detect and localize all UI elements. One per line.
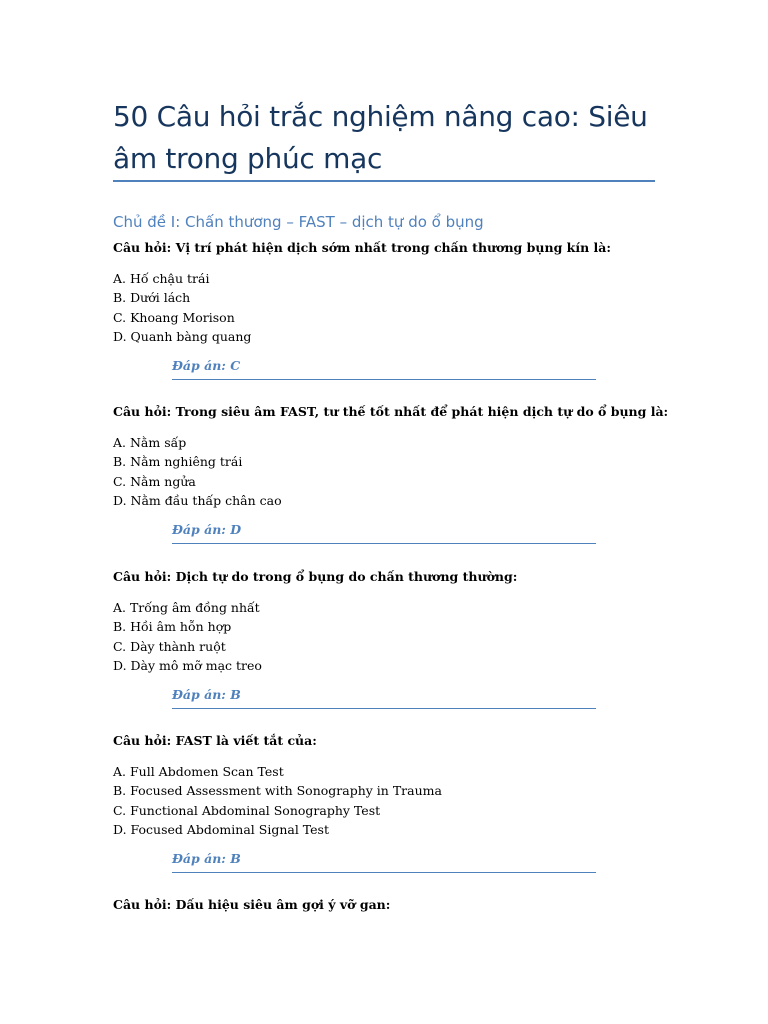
option-c: C. Dày thành ruột xyxy=(113,638,226,654)
option-d: D. Nằm đầu thấp chân cao xyxy=(113,492,282,508)
question-block-3 xyxy=(113,568,673,702)
option-list xyxy=(113,269,251,346)
option-b: B. Hồi âm hỗn hợp xyxy=(113,619,232,635)
option-a: A. Trống âm đồng nhất xyxy=(113,600,260,615)
question-text: Câu hỏi: FAST là viết tắt của: xyxy=(113,733,317,748)
question-block-2 xyxy=(113,403,673,537)
question-block-4 xyxy=(113,732,673,866)
document-title: 50 Câu hỏi trắc nghiệm nâng cao: Siêu âm trong phúc mạc xyxy=(113,100,648,175)
option-a: A. Hố chậu trái xyxy=(113,271,210,286)
answer-divider xyxy=(172,379,596,380)
question-text: Câu hỏi: Dịch tự do trong ổ bụng do chấn thương thường: xyxy=(113,569,518,584)
option-c: C. Functional Abdominal Sonography Test xyxy=(113,802,381,818)
option-list xyxy=(113,762,442,839)
question-text: Câu hỏi: Dấu hiệu siêu âm gợi ý vỡ gan: xyxy=(113,897,391,912)
question-block-1 xyxy=(113,239,673,373)
option-list xyxy=(113,598,262,675)
answer-divider xyxy=(172,543,596,544)
answer-label: Đáp án: B xyxy=(172,851,241,866)
option-c: C. Khoang Morison xyxy=(113,309,235,325)
answer-label: Đáp án: B xyxy=(172,687,241,702)
option-a: A. Nằm sấp xyxy=(113,435,187,450)
option-b: B. Focused Assessment with Sonography in Trauma xyxy=(113,783,442,799)
question-text: Câu hỏi: Trong siêu âm FAST, tư thế tốt nhất để phát hiện dịch tự do ổ bụng là: xyxy=(113,404,669,419)
option-b: B. Dưới lách xyxy=(113,290,191,306)
option-b: B. Nằm nghiêng trái xyxy=(113,454,243,470)
question-text: Câu hỏi: Vị trí phát hiện dịch sớm nhất trong chấn thương bụng kín là: xyxy=(113,240,611,255)
option-list xyxy=(113,433,282,510)
option-d: D. Quanh bàng quang xyxy=(113,328,252,344)
option-d: D. Dày mô mỡ mạc treo xyxy=(113,657,262,673)
answer-label: Đáp án: C xyxy=(172,358,241,373)
question-block-5 xyxy=(113,896,673,914)
option-d: D. Focused Abdominal Signal Test xyxy=(113,821,329,837)
option-a: A. Full Abdomen Scan Test xyxy=(113,764,284,779)
option-c: C. Nằm ngửa xyxy=(113,473,196,489)
title-divider xyxy=(113,180,655,182)
answer-label: Đáp án: D xyxy=(172,522,242,537)
answer-divider xyxy=(172,708,596,709)
section-heading: Chủ đề I: Chấn thương – FAST – dịch tự do ổ bụng xyxy=(113,213,484,231)
answer-divider xyxy=(172,872,596,873)
